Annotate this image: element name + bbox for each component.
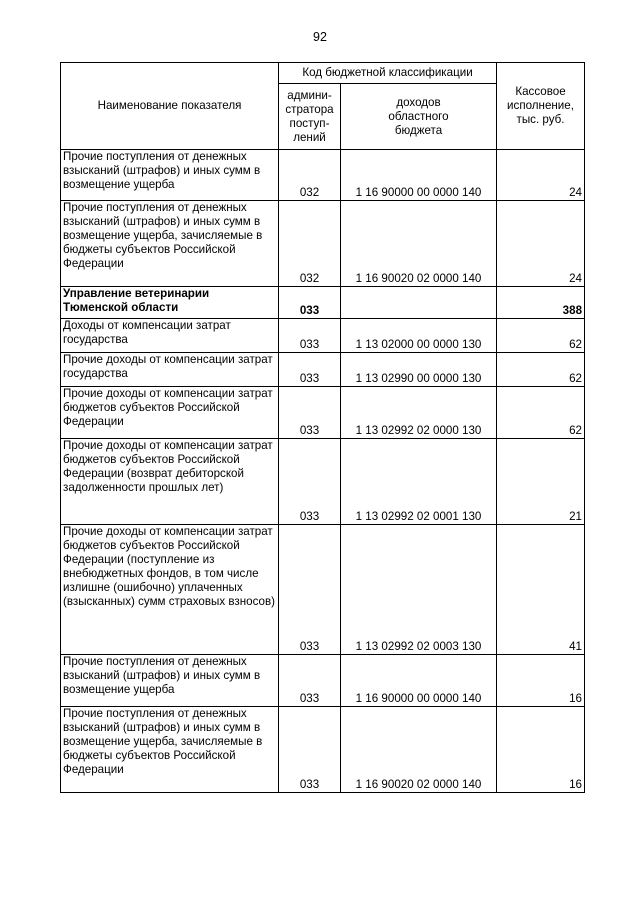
row-name-cell: Прочие доходы от компенсации затрат государства bbox=[61, 353, 279, 387]
row-amount-cell: 24 bbox=[497, 150, 585, 201]
table-row bbox=[61, 525, 585, 655]
header-execution-column: Кассовое исполнение, тыс. руб. bbox=[497, 63, 585, 150]
row-amount-cell: 388 bbox=[497, 287, 585, 319]
row-admin-code-cell: 032 bbox=[279, 201, 341, 287]
row-admin-code-cell: 033 bbox=[279, 353, 341, 387]
row-income-code-cell: 1 16 90000 00 0000 140 bbox=[341, 150, 497, 201]
row-admin-code-cell: 033 bbox=[279, 525, 341, 655]
row-name-cell: Прочие доходы от компенсации затрат бюджетов субъектов Российской Федерации (поступление из внебюджетных фондов, в том числе излишне (ошибочно) уплаченных (взысканных) сумм страховых взносов) bbox=[61, 525, 279, 655]
row-admin-code-cell: 033 bbox=[279, 707, 341, 793]
row-name-cell: Прочие доходы от компенсации затрат бюджетов субъектов Российской Федерации bbox=[61, 387, 279, 439]
row-amount-cell: 62 bbox=[497, 319, 585, 353]
row-income-code-cell bbox=[341, 287, 497, 319]
row-amount-cell: 16 bbox=[497, 707, 585, 793]
header-admin-column: админи- стратора поступ- лений bbox=[279, 84, 341, 150]
row-income-code-cell: 1 16 90000 00 0000 140 bbox=[341, 655, 497, 707]
row-income-code-cell: 1 13 02992 02 0003 130 bbox=[341, 525, 497, 655]
row-admin-code-cell: 032 bbox=[279, 150, 341, 201]
row-income-code-cell: 1 13 02992 02 0000 130 bbox=[341, 387, 497, 439]
row-income-code-cell: 1 13 02990 00 0000 130 bbox=[341, 353, 497, 387]
table-row bbox=[61, 287, 585, 319]
page-number: 92 bbox=[313, 30, 327, 44]
table-row bbox=[61, 353, 585, 387]
row-name-cell: Доходы от компенсации затрат государства bbox=[61, 319, 279, 353]
row-name-cell: Управление ветеринарии Тюменской области bbox=[61, 287, 279, 319]
row-admin-code-cell: 033 bbox=[279, 439, 341, 525]
table-body bbox=[61, 150, 585, 793]
table-row bbox=[61, 150, 585, 201]
table-row bbox=[61, 439, 585, 525]
row-name-cell: Прочие поступления от денежных взысканий (штрафов) и иных сумм в возмещение ущерба bbox=[61, 150, 279, 201]
table-row bbox=[61, 201, 585, 287]
table-row bbox=[61, 655, 585, 707]
row-income-code-cell: 1 16 90020 02 0000 140 bbox=[341, 201, 497, 287]
table-row bbox=[61, 387, 585, 439]
header-name-column: Наименование показателя bbox=[61, 63, 279, 150]
header-code-group: Код бюджетной классификации bbox=[279, 63, 497, 84]
row-amount-cell: 41 bbox=[497, 525, 585, 655]
row-name-cell: Прочие поступления от денежных взысканий (штрафов) и иных сумм в возмещение ущерба, зачисляемые в бюджеты субъектов Российской Федерации bbox=[61, 201, 279, 287]
row-amount-cell: 62 bbox=[497, 387, 585, 439]
budget-table bbox=[60, 62, 585, 793]
row-income-code-cell: 1 13 02992 02 0001 130 bbox=[341, 439, 497, 525]
row-name-cell: Прочие поступления от денежных взысканий (штрафов) и иных сумм в возмещение ущерба, зачисляемые в бюджеты субъектов Российской Федерации bbox=[61, 707, 279, 793]
row-name-cell: Прочие поступления от денежных взысканий (штрафов) и иных сумм в возмещение ущерба bbox=[61, 655, 279, 707]
row-amount-cell: 16 bbox=[497, 655, 585, 707]
row-income-code-cell: 1 16 90020 02 0000 140 bbox=[341, 707, 497, 793]
row-admin-code-cell: 033 bbox=[279, 319, 341, 353]
table-row bbox=[61, 707, 585, 793]
row-admin-code-cell: 033 bbox=[279, 655, 341, 707]
row-amount-cell: 24 bbox=[497, 201, 585, 287]
row-amount-cell: 21 bbox=[497, 439, 585, 525]
header-income-column: доходов областного бюджета bbox=[341, 84, 497, 150]
row-amount-cell: 62 bbox=[497, 353, 585, 387]
row-name-cell: Прочие доходы от компенсации затрат бюджетов субъектов Российской Федерации (возврат дебиторской задолженности прошлых лет) bbox=[61, 439, 279, 525]
row-admin-code-cell: 033 bbox=[279, 387, 341, 439]
table-header bbox=[61, 63, 585, 150]
table-row bbox=[61, 319, 585, 353]
row-income-code-cell: 1 13 02000 00 0000 130 bbox=[341, 319, 497, 353]
row-admin-code-cell: 033 bbox=[279, 287, 341, 319]
